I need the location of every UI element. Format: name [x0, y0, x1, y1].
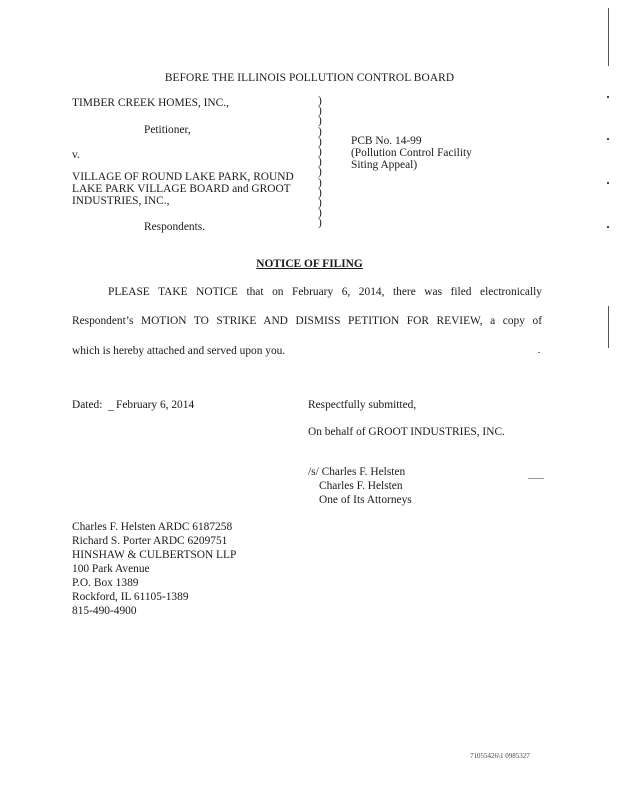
respondent-role: Respondents. — [144, 221, 206, 233]
signer-name: Charles F. Helsten — [319, 480, 403, 492]
respondent-line-3: INDUSTRIES, INC., — [72, 195, 170, 207]
attorney-line-2: Richard S. Porter ARDC 6209751 — [72, 535, 228, 547]
respectfully-submitted: Respectfully submitted, — [308, 399, 417, 411]
scan-edge-dot — [607, 226, 609, 228]
scan-edge-dot — [607, 138, 609, 140]
case-number: PCB No. 14-99 — [351, 135, 422, 147]
petitioner-role: Petitioner, — [144, 124, 191, 136]
case-description-1: (Pollution Control Facility — [351, 147, 472, 159]
body-line-1: PLEASE TAKE NOTICE that on February 6, 2014, there was filed electronically — [108, 286, 542, 298]
electronic-signature: /s/ Charles F. Helsten — [308, 466, 406, 478]
respondent-line-1: VILLAGE OF ROUND LAKE PARK, ROUND — [72, 171, 294, 183]
signer-role: One of Its Attorneys — [319, 494, 412, 506]
attorney-line-1: Charles F. Helsten ARDC 6187258 — [72, 521, 233, 533]
caption-parenthesis-column: ) ) ) ) ) ) ) ) ) ) ) ) ) — [318, 95, 322, 230]
scan-speck — [528, 478, 544, 479]
firm-city: Rockford, IL 61105-1389 — [72, 591, 189, 603]
document-number: 71055426\1 0985327 — [470, 752, 530, 760]
scan-edge-dot — [607, 182, 609, 184]
petitioner-name: TIMBER CREEK HOMES, INC., — [72, 97, 229, 109]
on-behalf-of: On behalf of GROOT INDUSTRIES, INC. — [308, 426, 505, 438]
firm-street: 100 Park Avenue — [72, 563, 150, 575]
case-description-2: Siting Appeal) — [351, 159, 418, 171]
firm-phone: 815-490-4900 — [72, 605, 137, 617]
respondent-line-2: LAKE PARK VILLAGE BOARD and GROOT — [72, 183, 291, 195]
scan-edge-dot — [607, 96, 609, 98]
dated-value: February 6, 2014 — [116, 399, 195, 411]
dated-underline — [108, 410, 114, 411]
scan-edge-line — [608, 8, 609, 66]
notice-title: NOTICE OF FILING — [256, 258, 363, 270]
court-heading: BEFORE THE ILLINOIS POLLUTION CONTROL BOARD — [164, 72, 455, 84]
scan-edge-line — [608, 306, 609, 348]
scan-speck — [538, 352, 540, 353]
dated-label: Dated: — [72, 399, 103, 411]
body-line-2: Respondent’s MOTION TO STRIKE AND DISMISS PETITION FOR REVIEW, a copy of — [72, 315, 542, 327]
firm-po-box: P.O. Box 1389 — [72, 577, 139, 589]
versus-label: v. — [72, 149, 80, 161]
body-line-3: which is hereby attached and served upon you. — [72, 345, 286, 357]
firm-name: HINSHAW & CULBERTSON LLP — [72, 549, 237, 561]
